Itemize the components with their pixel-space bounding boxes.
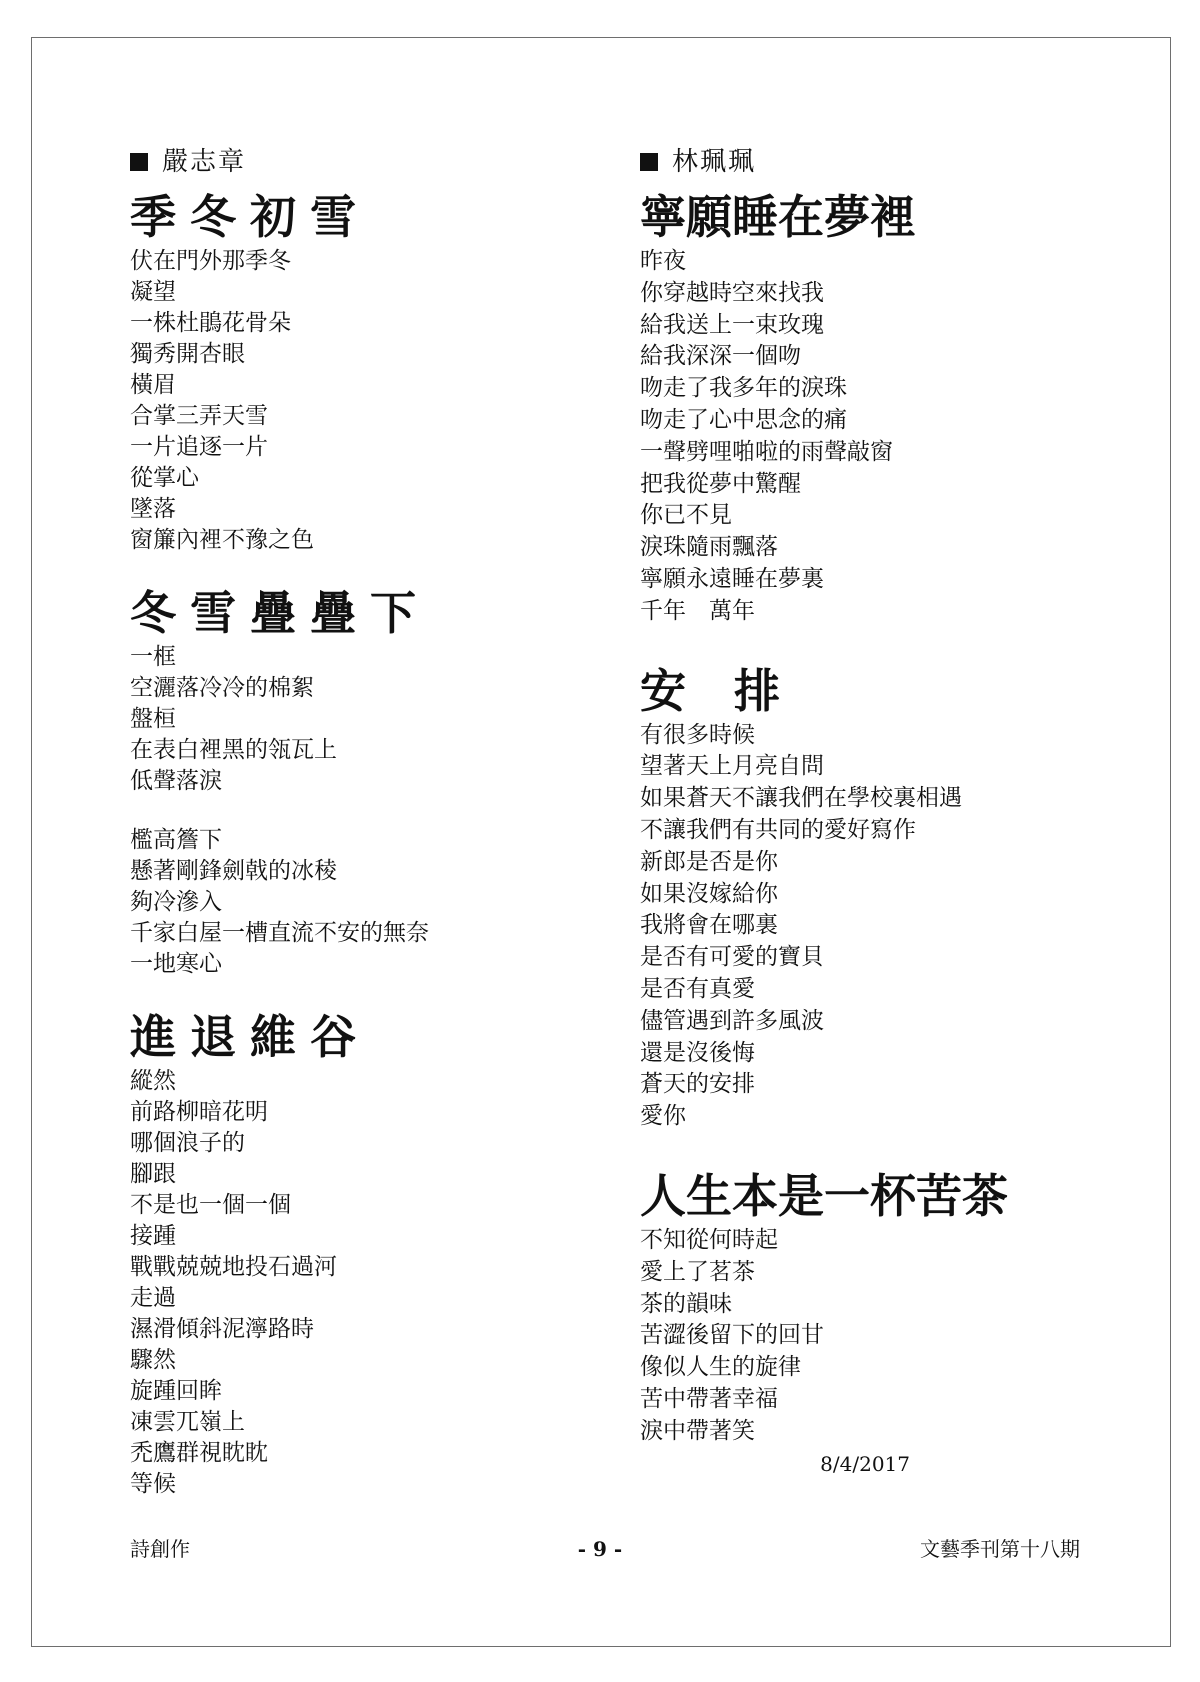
poem-line: 濕滑傾斜泥濘路時 <box>130 1316 314 1342</box>
poem-line: 昨夜 <box>640 248 686 274</box>
poem-line: 縱然 <box>130 1068 176 1094</box>
poem-line: 一片追逐一片 <box>130 434 268 460</box>
poem-line: 吻走了心中思念的痛 <box>640 406 847 433</box>
poem-line: 給我送上一束玫瑰 <box>640 311 824 338</box>
poem-line: 如果蒼天不讓我們在學校裏相遇 <box>640 785 962 812</box>
author-name: 林珮珮 <box>672 147 757 177</box>
poem-title: 季冬初雪 <box>130 190 370 244</box>
poem-title: 寧願睡在夢裡 <box>640 190 916 244</box>
poem-line: 獨秀開杏眼 <box>130 341 245 367</box>
poem-line: 伏在門外那季冬 <box>130 248 291 274</box>
poem-line: 腳跟 <box>130 1161 176 1187</box>
poem-line: 有很多時候 <box>640 721 755 748</box>
poem-line: 給我深深一個吻 <box>640 343 801 370</box>
poem-line: 你已不見 <box>640 502 732 529</box>
poem-line: 望著天上月亮自問 <box>640 753 824 780</box>
poem-line: 哪個浪子的 <box>130 1130 245 1156</box>
poem-line: 凍雲兀嶺上 <box>130 1409 245 1435</box>
poem-title: 安排 <box>640 663 828 718</box>
author-byline <box>130 146 600 178</box>
poem-line: 懸著剛鋒劍戟的冰稜 <box>130 858 337 884</box>
poem-line: 凝望 <box>130 279 176 305</box>
poem-line: 愛你 <box>640 1103 686 1130</box>
poem-body <box>640 720 1120 1133</box>
poem-line: 儘管遇到許多風波 <box>640 1007 824 1034</box>
poem-line: 旋踵回眸 <box>130 1378 222 1404</box>
poem-line: 淚珠隨雨飄落 <box>640 534 778 561</box>
author-byline <box>640 146 1120 178</box>
poem-line: 淚中帶著笑 <box>640 1417 755 1444</box>
bullet-square-icon <box>130 153 148 171</box>
poem-body <box>130 1066 600 1500</box>
poem-line: 愛上了茗茶 <box>640 1258 755 1285</box>
poem-line: 低聲落淚 <box>130 768 222 794</box>
poem-line: 一框 <box>130 644 176 670</box>
poem-line: 前路柳暗花明 <box>130 1099 268 1125</box>
poem-line: 盤桓 <box>130 706 176 732</box>
poem-line: 苦中帶著幸福 <box>640 1385 778 1412</box>
poem-line: 我將會在哪裏 <box>640 912 778 939</box>
right-column <box>640 146 1120 1478</box>
poem-line: 新郎是否是你 <box>640 848 778 875</box>
poem-stanza <box>130 825 600 980</box>
poem-line: 接踵 <box>130 1223 176 1249</box>
poem-line: 茶的韻味 <box>640 1290 732 1317</box>
poem-line: 一地寒心 <box>130 951 222 977</box>
poem-title: 人生本是一杯苦茶 <box>640 1168 1008 1223</box>
poem-line: 窗簾內裡不豫之色 <box>130 527 314 553</box>
poem-line: 寧願永遠睡在夢裏 <box>640 565 824 592</box>
poem-body <box>130 246 600 556</box>
poem-stanza <box>130 642 600 797</box>
poem-line: 驟然 <box>130 1347 176 1373</box>
poem-line: 不知從何時起 <box>640 1226 778 1253</box>
page-number: - 9 - <box>577 1537 623 1561</box>
poem-line: 等候 <box>130 1471 176 1497</box>
poem-body <box>640 1225 1120 1448</box>
footer-section: 詩創作 <box>130 1537 190 1561</box>
bullet-square-icon <box>640 153 658 171</box>
poem-line: 橫眉 <box>130 372 176 398</box>
poem-line: 是否有可愛的寶貝 <box>640 944 824 971</box>
poem-line: 千年 萬年 <box>640 597 755 624</box>
poem-line: 一聲劈哩啪啦的雨聲敲窗 <box>640 438 893 465</box>
poem-line: 如果沒嫁給你 <box>640 880 778 907</box>
poem-body <box>640 246 1120 628</box>
poem-line: 千家白屋一槽直流不安的無奈 <box>130 920 429 946</box>
poem-line: 你穿越時空來找我 <box>640 279 824 306</box>
poem-line: 吻走了我多年的淚珠 <box>640 375 847 402</box>
poem-line: 是否有真愛 <box>640 975 755 1002</box>
poem-line: 夠冷滲入 <box>130 889 222 915</box>
poem-line: 一株杜鵑花骨朵 <box>130 310 291 336</box>
poem-line: 檻高簷下 <box>130 827 222 853</box>
poem-line: 還是沒後悔 <box>640 1039 755 1066</box>
poem-line: 蒼天的安排 <box>640 1071 755 1098</box>
poem-date: 8/4/2017 <box>820 1451 910 1476</box>
poem-line: 墜落 <box>130 496 176 522</box>
poem-line: 禿鷹群視眈眈 <box>130 1440 268 1466</box>
footer-publication: 文藝季刊第十八期 <box>920 1537 1080 1561</box>
poem-line: 走過 <box>130 1285 176 1311</box>
poem-line: 空灑落冷冷的棉絮 <box>130 675 314 701</box>
poem-line: 從掌心 <box>130 465 199 491</box>
left-column <box>130 146 600 1500</box>
poem-line: 不是也一個一個 <box>130 1192 291 1218</box>
poem-line: 在表白裡黑的瓴瓦上 <box>130 737 337 763</box>
author-name: 嚴志章 <box>162 147 247 177</box>
poem-line: 苦澀後留下的回甘 <box>640 1322 824 1349</box>
poem-line: 合掌三弄天雪 <box>130 403 268 429</box>
poem-line: 像似人生的旋律 <box>640 1354 801 1381</box>
poem-line: 不讓我們有共同的愛好寫作 <box>640 816 916 843</box>
poem-line: 戰戰兢兢地投石過河 <box>130 1254 337 1280</box>
poem-title: 冬雪疊疊下 <box>130 586 430 640</box>
poem-title: 進退維谷 <box>130 1010 370 1064</box>
poem-line: 把我從夢中驚醒 <box>640 470 801 497</box>
